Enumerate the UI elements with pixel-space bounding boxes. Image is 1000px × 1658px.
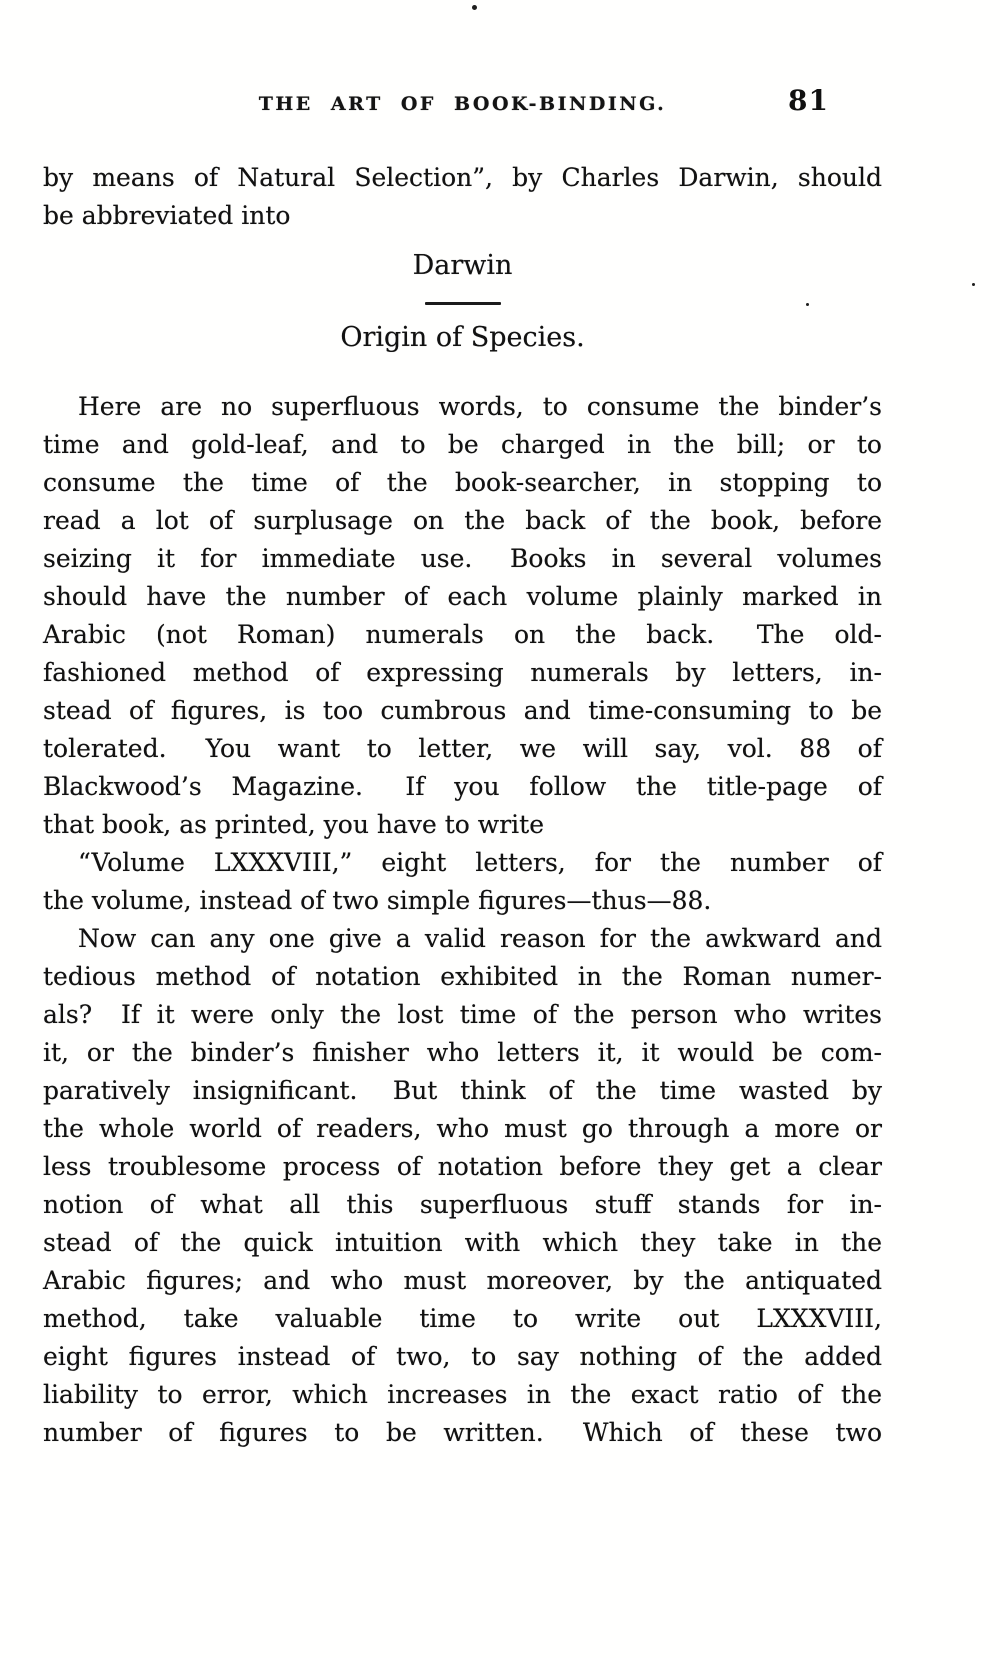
text-line: notion of what all this superfluous stuff stands for in- — [43, 1190, 882, 1219]
text-line: liability to error, which increases in the exact ratio of the — [43, 1380, 882, 1409]
text-line: tolerated. You want to letter, we will say, vol. 88 of — [43, 734, 882, 763]
text-line: method, take valuable time to write out LXXXVIII, — [43, 1304, 882, 1333]
text-line: Arabic figures; and who must moreover, by the antiquated — [43, 1266, 882, 1295]
text-line: stead of figures, is too cumbrous and time-consuming to be — [43, 696, 882, 725]
text-line: paratively insignificant. But think of the time wasted by — [43, 1076, 882, 1105]
scan-speck — [972, 283, 975, 286]
text-line: “Volume LXXXVIII,” eight letters, for the number of — [78, 848, 882, 877]
text-line: Arabic (not Roman) numerals on the back. The old- — [43, 620, 882, 649]
text-line: Now can any one give a valid reason for the awkward and — [78, 924, 882, 953]
text-line: be abbreviated into — [43, 201, 291, 230]
spine-title: Origin of Species. — [340, 322, 585, 353]
text-line: Here are no superfluous words, to consume the binder’s — [78, 392, 882, 421]
text-line: by means of Natural Selection”, by Charles Darwin, should — [43, 163, 882, 192]
text-line: less troublesome process of notation before they get a clear — [43, 1152, 882, 1181]
text-block — [0, 115, 1000, 1452]
text-line: time and gold-leaf, and to be charged in the bill; or to — [43, 430, 882, 459]
text-line: it, or the binder’s finisher who letters it, it would be com- — [43, 1038, 882, 1067]
text-line: tedious method of notation exhibited in the Roman numer- — [43, 962, 882, 991]
text-line: read a lot of surplusage on the back of the book, before — [43, 506, 882, 535]
text-line: number of figures to be written. Which of these two — [43, 1418, 882, 1447]
page-header — [0, 0, 1000, 115]
page-number: 81 — [788, 84, 829, 117]
scan-speck — [806, 303, 809, 306]
text-line: the whole world of readers, who must go through a more or — [43, 1114, 882, 1143]
body-paragraphs — [43, 388, 882, 1452]
text-line: consume the time of the book-searcher, in stopping to — [43, 468, 882, 497]
divider-rule — [425, 302, 501, 305]
running-title: THE ART OF BOOK-BINDING. — [258, 93, 667, 115]
text-line: seizing it for immediate use. Books in several volumes — [43, 544, 882, 573]
text-line: Blackwood’s Magazine. If you follow the title-page of — [43, 772, 882, 801]
text-line: stead of the quick intuition with which they take in the — [43, 1228, 882, 1257]
text-line: should have the number of each volume plainly marked in — [43, 582, 882, 611]
scan-speck — [472, 5, 477, 10]
text-line: the volume, instead of two simple figures—thus—88. — [43, 886, 712, 915]
text-line: als? If it were only the lost time of the person who writes — [43, 1000, 882, 1029]
text-line: fashioned method of expressing numerals by letters, in- — [43, 658, 882, 687]
text-line: eight figures instead of two, to say nothing of the added — [43, 1342, 882, 1371]
continuation-paragraph — [43, 159, 882, 235]
spine-author: Darwin — [412, 250, 513, 281]
text-line: that book, as printed, you have to write — [43, 810, 544, 839]
